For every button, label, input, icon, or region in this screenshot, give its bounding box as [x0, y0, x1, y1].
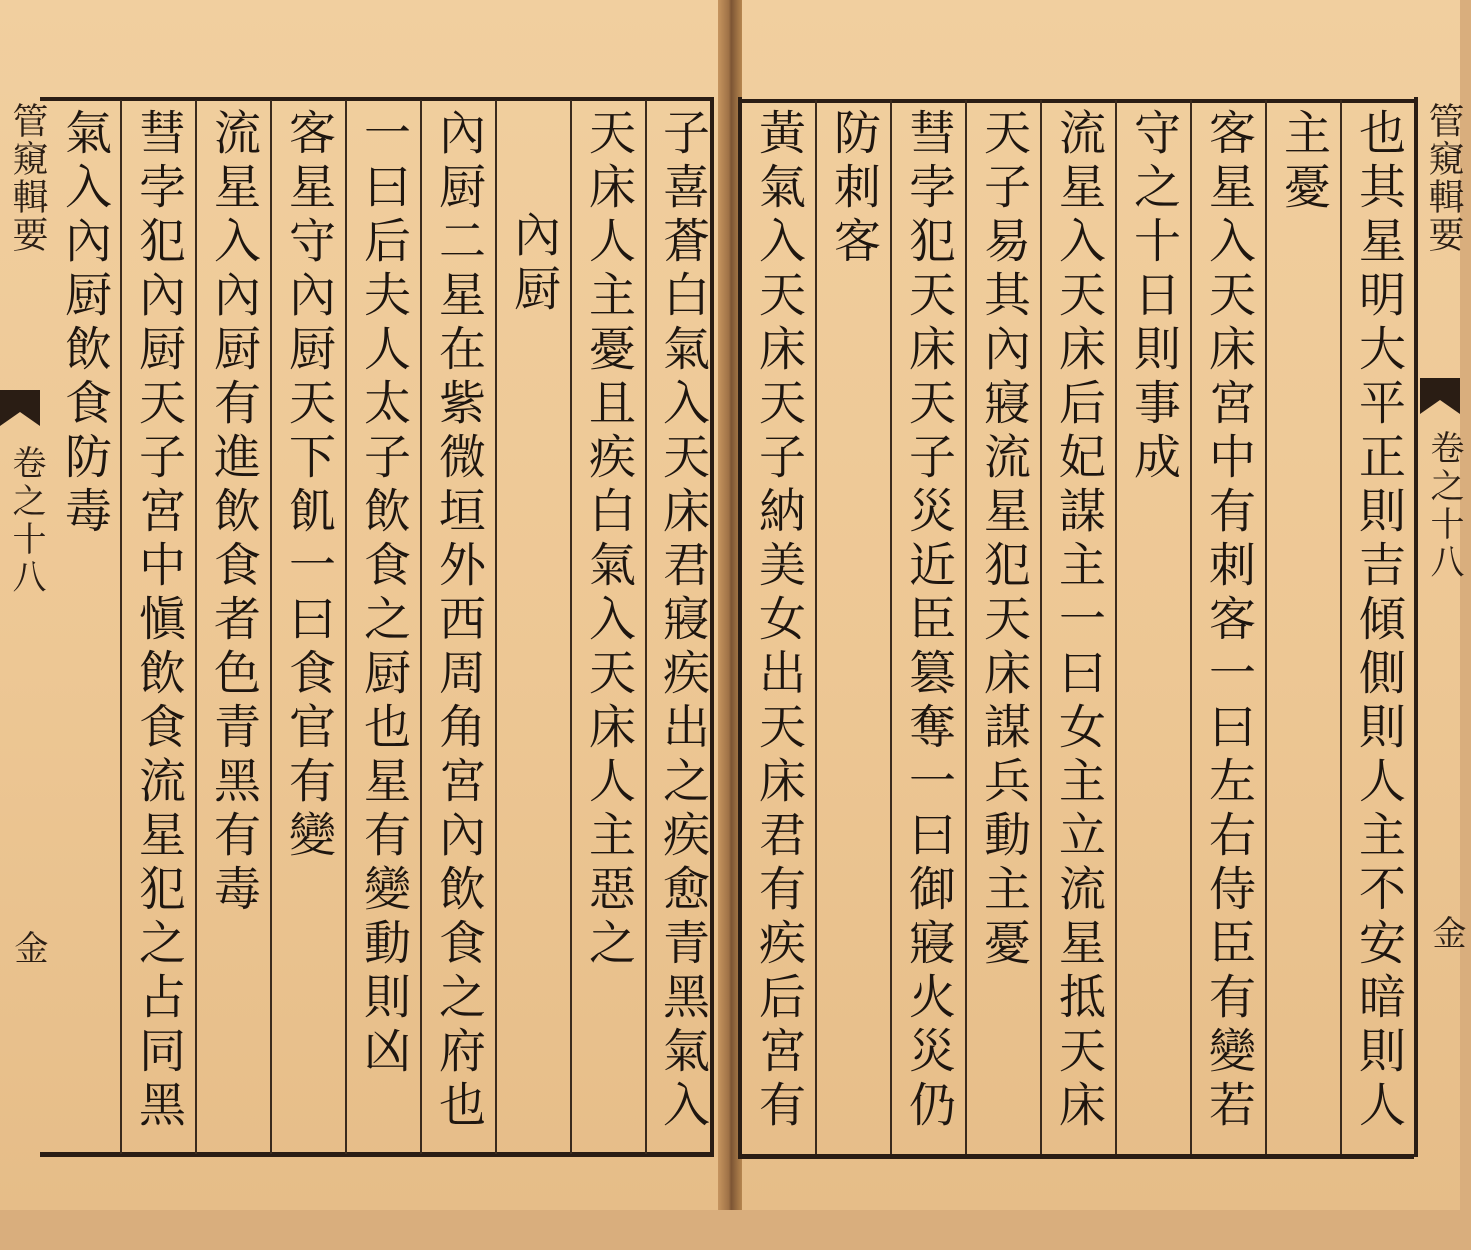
fishtail-mark-icon: [1420, 378, 1460, 414]
column-rule: [1190, 100, 1192, 1154]
column-rule: [890, 100, 892, 1154]
left-bottom-rule: [40, 1152, 712, 1157]
column-rule: [965, 100, 967, 1154]
column-rule: [1040, 100, 1042, 1154]
text-column: 流星入內厨有進飲食者色青黑有毒: [206, 108, 261, 918]
column-rule: [195, 100, 197, 1154]
text-column: 流星入天床后妃謀主一曰女主立流星抵天床: [1051, 108, 1106, 1134]
text-column: 黃氣入天床天子納美女出天床君有疾后宮有: [751, 108, 806, 1134]
column-rule: [1115, 100, 1117, 1154]
column-rule: [270, 100, 272, 1154]
right-bottom-rule: [738, 1154, 1414, 1159]
text-column: 主憂: [1276, 108, 1331, 216]
column-rule: [420, 100, 422, 1154]
column-rule: [645, 100, 647, 1154]
text-column: 天床人主憂且疾白氣入天床人主惡之: [581, 108, 636, 972]
left-margin-title: 管窺輯要: [7, 102, 48, 254]
left-top-rule: [40, 97, 712, 101]
text-column: 內厨二星在紫微垣外西周角宮內飲食之府也: [431, 108, 486, 1134]
right-margin-title: 管窺輯要: [1423, 102, 1464, 254]
text-column: 也其星明大平正則吉傾側則人主不安暗則人: [1351, 108, 1406, 1134]
text-column: 天子易其內寢流星犯天床謀兵動主憂: [976, 108, 1031, 972]
column-rule: [1340, 100, 1342, 1154]
text-column: 子喜蒼白氣入天床君寢疾出之疾愈青黑氣入: [655, 108, 710, 1134]
right-margin-leaf: 金: [1426, 915, 1466, 949]
text-column: 客星入天床宮中有刺客一曰左右侍臣有變若: [1201, 108, 1256, 1134]
text-column: 彗孛犯天床天子災近臣篡奪一曰御寢火災仍: [901, 108, 956, 1134]
text-column: 氣入內厨飲食防毒: [57, 108, 112, 540]
column-rule: [570, 100, 572, 1154]
text-column: 守之十日則事成: [1126, 108, 1181, 486]
fishtail-mark-icon: [0, 390, 40, 426]
column-rule: [495, 100, 497, 1154]
text-column: 客星守內厨天下飢一曰食官有變: [281, 108, 336, 864]
column-rule: [120, 100, 122, 1154]
right-page-outer-border: [1414, 97, 1418, 1157]
text-column: 防刺客: [826, 108, 881, 270]
left-margin-volume: 卷之十八: [6, 445, 46, 597]
right-page-inner-border: [738, 97, 742, 1157]
text-column: 一曰后夫人太子飲食之厨也星有變動則凶: [356, 108, 411, 1080]
right-margin-volume: 卷之十八: [1424, 430, 1464, 582]
column-rule: [815, 100, 817, 1154]
right-top-rule: [738, 99, 1414, 103]
left-margin-leaf: 金: [8, 930, 48, 964]
column-rule: [1265, 100, 1267, 1154]
text-column: 彗孛犯內厨天子宮中愼飲食流星犯之占同黑: [131, 108, 186, 1134]
section-heading: 內厨: [506, 210, 561, 318]
column-rule: [345, 100, 347, 1154]
